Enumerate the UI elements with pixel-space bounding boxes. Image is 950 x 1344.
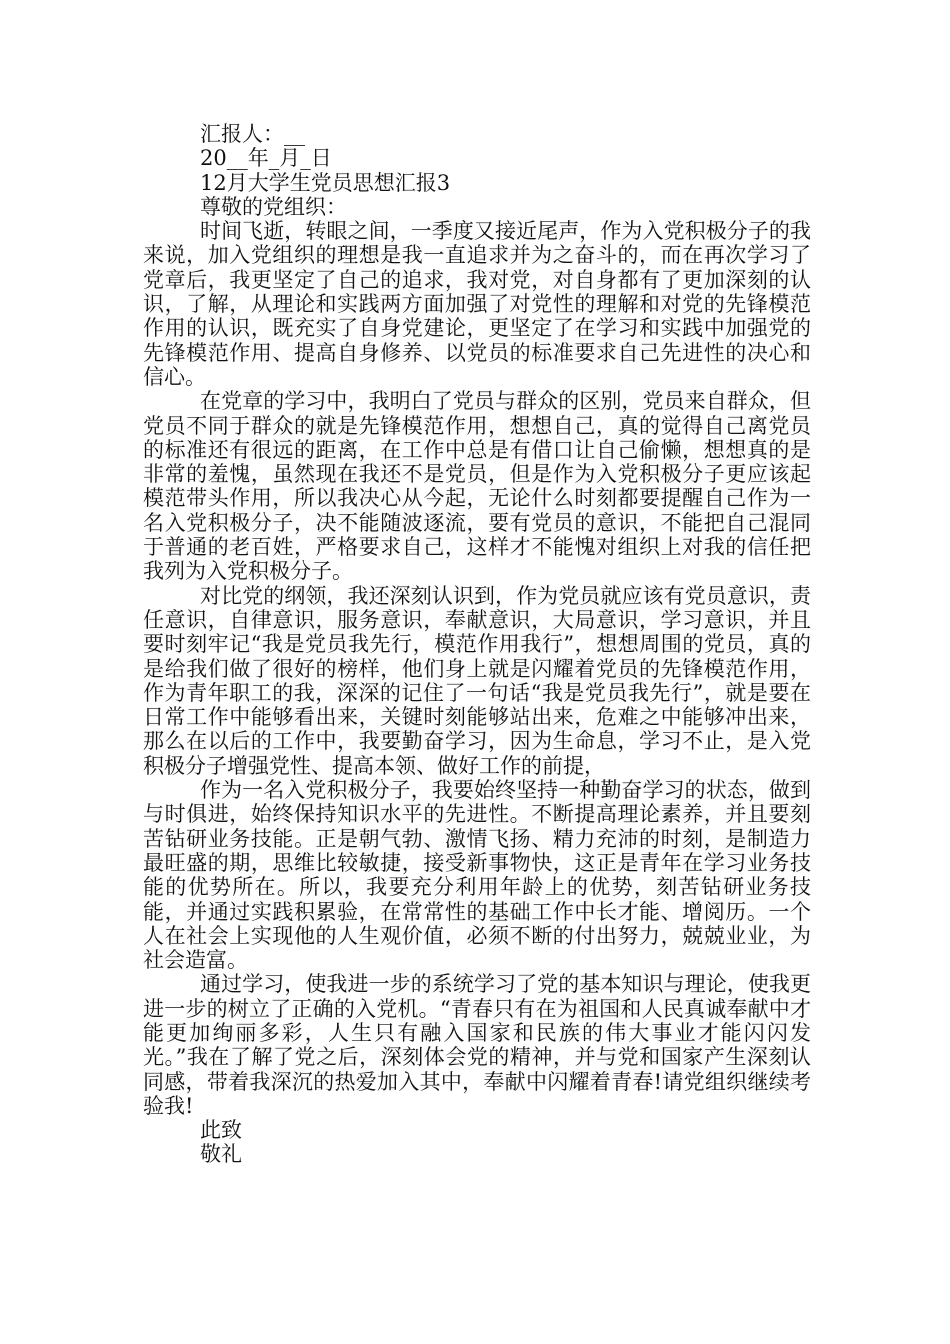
closing-line-1: 此致 bbox=[200, 1118, 242, 1143]
date-line: 20__年_月_日 bbox=[200, 146, 332, 171]
closing-line-2: 敬礼 bbox=[200, 1142, 242, 1167]
paragraph-4: 作为一名入党积极分子，我要始终坚持一种勤奋学习的状态，做到与时俱进，始终保持知识水平的先进性。不断提高理论素养，并且要刻苦钻研业务技能。正是朝气勃、激情飞扬、精力充沛的时刻，是制造力最旺盛的期，思维比较敏捷，接受新事物快，这正是青年在学习业务技能的优势所在。所以，我要充分利用年龄上的优势，刻苦钻研业务技能，并通过实践积累验，在常常性的基础工作中长才能、增阅历。一个人在社会上实现他的人生观价值，必须不断的付出努力，兢兢业业，为社会造富。 bbox=[143, 778, 811, 973]
paragraph-2: 在党章的学习中，我明白了党员与群众的区别，党员来自群众，但党员不同于群众的就是先锋模范作用，想想自己，真的觉得自己离党员的标准还有很远的距离，在工作中总是有借口让自己偷懒，想想真的是非常的羞愧，虽然现在我还不是党员，但是作为入党积极分子更应该起模范带头作用，所以我决心从今起，无论什么时刻都要提醒自己作为一名入党积极分子，决不能随波逐流，要有党员的意识，不能把自己混同于普通的老百姓，严格要求自己，这样才不能愧对组织上对我的信任把我列为入党积极分子。 bbox=[143, 389, 811, 584]
paragraph-5: 通过学习，使我进一步的系统学习了党的基本知识与理论，使我更进一步的树立了正确的入党机。“青春只有在为祖国和人民真诚奉献中才能更加绚丽多彩，人生只有融入国家和民族的伟大事业才能闪闪发光。”我在了解了党之后，深刻体会党的精神，并与党和国家产生深刻认同感，带着我深沉的热爱加入其中，奉献中闪耀着青春!请党组织继续考验我! bbox=[143, 972, 811, 1118]
reporter-line: 汇报人：__ bbox=[200, 122, 305, 146]
document-title: 12月大学生党员思想汇报3 bbox=[200, 170, 451, 195]
paragraph-1: 时间飞逝，转眼之间，一季度又接近尾声，作为入党积极分子的我来说，加入党组织的理想是我一直追求并为之奋斗的，而在再次学习了党章后，我更坚定了自己的追求，我对党，对自身都有了更加深刻的认识，了解，从理论和实践两方面加强了对党性的理解和对党的先锋模范作用的认识，既充实了自身党建论，更坚定了在学习和实践中加强党的先锋模范作用、提高自身修养、以党员的标准要求自己先进性的决心和信心。 bbox=[143, 219, 811, 389]
salutation: 尊敬的党组织： bbox=[200, 194, 347, 219]
paragraph-3: 对比党的纲领，我还深刻认识到，作为党员就应该有党员意识，责任意识，自律意识，服务意识，奉献意识，大局意识，学习意识，并且要时刻牢记“我是党员我先行，模范作用我行”，想想周围的党员，真的是给我们做了很好的榜样，他们身上就是闪耀着党员的先锋模范作用，作为青年职工的我，深深的记住了一句话“我是党员我先行”，就是要在日常工作中能够看出来，关键时刻能够站出来，危难之中能够冲出来，那么在以后的工作中，我要勤奋学习，因为生命息，学习不止，是入党积极分子增强党性、提高本领、做好工作的前提， bbox=[143, 583, 811, 778]
document-body bbox=[143, 122, 811, 1167]
